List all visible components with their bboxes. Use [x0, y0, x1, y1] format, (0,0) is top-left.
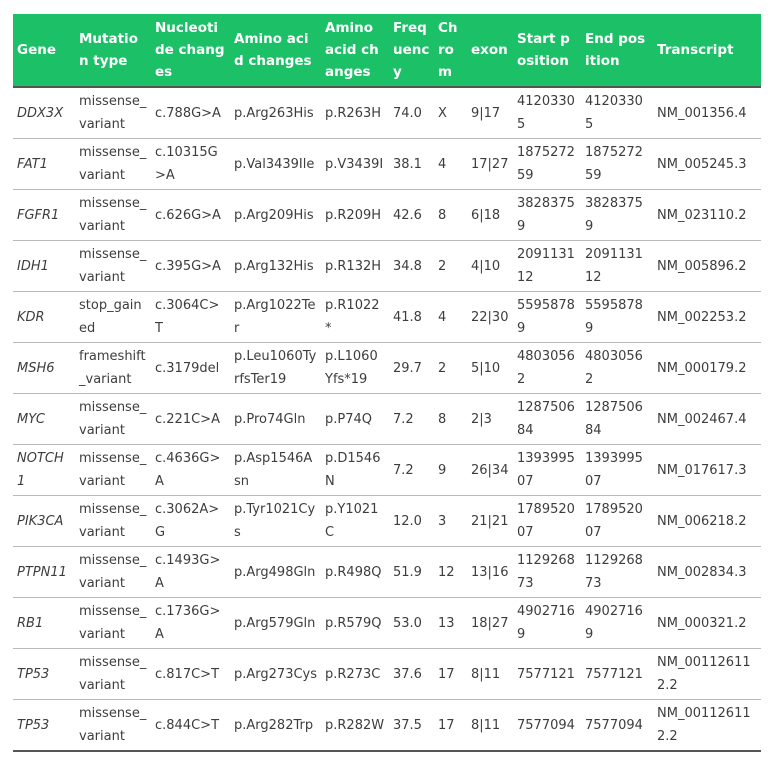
cell-start-position: 187527259 — [513, 139, 581, 190]
cell-amino-acid-short: p.R282W — [321, 700, 389, 752]
cell-gene: RB1 — [13, 598, 75, 649]
cell-gene: PIK3CA — [13, 496, 75, 547]
cell-gene: FGFR1 — [13, 190, 75, 241]
cell-chrom: 8 — [434, 190, 467, 241]
cell-amino-acid-short: p.V3439I — [321, 139, 389, 190]
table-row — [13, 547, 761, 598]
header-mutation-type: Mutation type — [75, 14, 151, 87]
table-row — [13, 241, 761, 292]
cell-exon: 21|21 — [467, 496, 513, 547]
table-body — [13, 87, 761, 751]
cell-chrom: 9 — [434, 445, 467, 496]
cell-amino-acid-short: p.R273C — [321, 649, 389, 700]
header-frequency: Frequency — [389, 14, 434, 87]
cell-amino-acid-short: p.Y1021C — [321, 496, 389, 547]
cell-start-position: 41203305 — [513, 87, 581, 139]
cell-gene: IDH1 — [13, 241, 75, 292]
cell-exon: 13|16 — [467, 547, 513, 598]
cell-chrom: 2 — [434, 241, 467, 292]
cell-amino-acid-changes: p.Val3439Ile — [230, 139, 321, 190]
table-row — [13, 139, 761, 190]
cell-frequency: 12.0 — [389, 496, 434, 547]
cell-transcript: NM_002834.3 — [653, 547, 761, 598]
cell-nucleotide-changes: c.1493G>A — [151, 547, 230, 598]
cell-nucleotide-changes: c.3064C>T — [151, 292, 230, 343]
cell-start-position: 209113112 — [513, 241, 581, 292]
cell-gene: MYC — [13, 394, 75, 445]
header-gene: Gene — [13, 14, 75, 87]
cell-gene: TP53 — [13, 700, 75, 752]
cell-amino-acid-changes: p.Tyr1021Cys — [230, 496, 321, 547]
cell-mutation-type: missense_variant — [75, 139, 151, 190]
cell-nucleotide-changes: c.10315G>A — [151, 139, 230, 190]
cell-amino-acid-changes: p.Asp1546Asn — [230, 445, 321, 496]
header-transcript: Transcript — [653, 14, 761, 87]
cell-amino-acid-short: p.R209H — [321, 190, 389, 241]
cell-nucleotide-changes: c.3179del — [151, 343, 230, 394]
cell-chrom: 4 — [434, 292, 467, 343]
cell-exon: 9|17 — [467, 87, 513, 139]
cell-end-position: 112926873 — [581, 547, 653, 598]
cell-exon: 8|11 — [467, 700, 513, 752]
cell-gene: KDR — [13, 292, 75, 343]
cell-chrom: 3 — [434, 496, 467, 547]
cell-exon: 4|10 — [467, 241, 513, 292]
cell-transcript: NM_006218.2 — [653, 496, 761, 547]
cell-gene: FAT1 — [13, 139, 75, 190]
cell-gene: DDX3X — [13, 87, 75, 139]
cell-chrom: 13 — [434, 598, 467, 649]
cell-start-position: 7577121 — [513, 649, 581, 700]
cell-frequency: 53.0 — [389, 598, 434, 649]
cell-transcript: NM_017617.3 — [653, 445, 761, 496]
cell-gene: TP53 — [13, 649, 75, 700]
cell-amino-acid-short: p.P74Q — [321, 394, 389, 445]
cell-frequency: 74.0 — [389, 87, 434, 139]
cell-chrom: 2 — [434, 343, 467, 394]
header-start-position: Start position — [513, 14, 581, 87]
cell-end-position: 209113112 — [581, 241, 653, 292]
cell-nucleotide-changes: c.4636G>A — [151, 445, 230, 496]
cell-transcript: NM_000321.2 — [653, 598, 761, 649]
cell-frequency: 37.5 — [389, 700, 434, 752]
table-row — [13, 190, 761, 241]
cell-chrom: 8 — [434, 394, 467, 445]
table-row — [13, 343, 761, 394]
cell-end-position: 139399507 — [581, 445, 653, 496]
cell-end-position: 7577121 — [581, 649, 653, 700]
cell-gene: NOTCH1 — [13, 445, 75, 496]
cell-amino-acid-changes: p.Arg209His — [230, 190, 321, 241]
cell-mutation-type: missense_variant — [75, 598, 151, 649]
cell-chrom: X — [434, 87, 467, 139]
header-row — [13, 14, 761, 87]
cell-start-position: 128750684 — [513, 394, 581, 445]
cell-amino-acid-changes: p.Arg273Cys — [230, 649, 321, 700]
cell-mutation-type: missense_variant — [75, 241, 151, 292]
cell-end-position: 48030562 — [581, 343, 653, 394]
cell-start-position: 49027169 — [513, 598, 581, 649]
cell-start-position: 139399507 — [513, 445, 581, 496]
cell-end-position: 187527259 — [581, 139, 653, 190]
cell-nucleotide-changes: c.817C>T — [151, 649, 230, 700]
cell-transcript: NM_001126112.2 — [653, 649, 761, 700]
header-exon: exon — [467, 14, 513, 87]
cell-mutation-type: missense_variant — [75, 649, 151, 700]
cell-end-position: 55958789 — [581, 292, 653, 343]
cell-exon: 5|10 — [467, 343, 513, 394]
header-chrom: Chrom — [434, 14, 467, 87]
cell-transcript: NM_023110.2 — [653, 190, 761, 241]
cell-amino-acid-short: p.R579Q — [321, 598, 389, 649]
cell-nucleotide-changes: c.844C>T — [151, 700, 230, 752]
header-end-position: End position — [581, 14, 653, 87]
table-row — [13, 394, 761, 445]
cell-chrom: 4 — [434, 139, 467, 190]
cell-amino-acid-changes: p.Leu1060TyrfsTer19 — [230, 343, 321, 394]
cell-frequency: 7.2 — [389, 445, 434, 496]
cell-transcript: NM_005896.2 — [653, 241, 761, 292]
cell-mutation-type: missense_variant — [75, 547, 151, 598]
cell-nucleotide-changes: c.3062A>G — [151, 496, 230, 547]
cell-mutation-type: missense_variant — [75, 87, 151, 139]
cell-frequency: 42.6 — [389, 190, 434, 241]
cell-mutation-type: missense_variant — [75, 394, 151, 445]
cell-frequency: 29.7 — [389, 343, 434, 394]
header-amino-acid-short: Amino acid changes — [321, 14, 389, 87]
cell-start-position: 38283759 — [513, 190, 581, 241]
cell-start-position: 48030562 — [513, 343, 581, 394]
cell-end-position: 49027169 — [581, 598, 653, 649]
cell-amino-acid-short: p.R1022* — [321, 292, 389, 343]
table-row — [13, 87, 761, 139]
cell-amino-acid-short: p.R498Q — [321, 547, 389, 598]
cell-mutation-type: missense_variant — [75, 700, 151, 752]
cell-end-position: 7577094 — [581, 700, 653, 752]
cell-exon: 6|18 — [467, 190, 513, 241]
cell-transcript: NM_000179.2 — [653, 343, 761, 394]
cell-transcript: NM_002253.2 — [653, 292, 761, 343]
cell-gene: MSH6 — [13, 343, 75, 394]
cell-transcript: NM_001356.4 — [653, 87, 761, 139]
cell-transcript: NM_005245.3 — [653, 139, 761, 190]
cell-nucleotide-changes: c.1736G>A — [151, 598, 230, 649]
cell-nucleotide-changes: c.626G>A — [151, 190, 230, 241]
cell-end-position: 38283759 — [581, 190, 653, 241]
cell-amino-acid-short: p.D1546N — [321, 445, 389, 496]
cell-mutation-type: missense_variant — [75, 496, 151, 547]
table-row — [13, 649, 761, 700]
cell-transcript: NM_002467.4 — [653, 394, 761, 445]
cell-amino-acid-short: p.R263H — [321, 87, 389, 139]
table-row — [13, 292, 761, 343]
cell-start-position: 178952007 — [513, 496, 581, 547]
cell-gene: PTPN11 — [13, 547, 75, 598]
cell-amino-acid-changes: p.Arg579Gln — [230, 598, 321, 649]
cell-exon: 22|30 — [467, 292, 513, 343]
cell-amino-acid-changes: p.Arg263His — [230, 87, 321, 139]
header-nucleotide-changes: Nucleotide changes — [151, 14, 230, 87]
table-row — [13, 700, 761, 752]
cell-chrom: 12 — [434, 547, 467, 598]
cell-end-position: 41203305 — [581, 87, 653, 139]
cell-frequency: 37.6 — [389, 649, 434, 700]
cell-nucleotide-changes: c.395G>A — [151, 241, 230, 292]
cell-amino-acid-short: p.R132H — [321, 241, 389, 292]
cell-exon: 26|34 — [467, 445, 513, 496]
cell-exon: 17|27 — [467, 139, 513, 190]
cell-frequency: 7.2 — [389, 394, 434, 445]
cell-amino-acid-changes: p.Pro74Gln — [230, 394, 321, 445]
cell-transcript: NM_001126112.2 — [653, 700, 761, 752]
cell-nucleotide-changes: c.221C>A — [151, 394, 230, 445]
mutation-table — [13, 14, 761, 752]
header-amino-acid-changes: Amino acid changes — [230, 14, 321, 87]
cell-exon: 18|27 — [467, 598, 513, 649]
cell-exon: 2|3 — [467, 394, 513, 445]
cell-mutation-type: missense_variant — [75, 445, 151, 496]
cell-chrom: 17 — [434, 649, 467, 700]
cell-amino-acid-changes: p.Arg1022Ter — [230, 292, 321, 343]
cell-start-position: 112926873 — [513, 547, 581, 598]
cell-end-position: 128750684 — [581, 394, 653, 445]
cell-end-position: 178952007 — [581, 496, 653, 547]
cell-nucleotide-changes: c.788G>A — [151, 87, 230, 139]
cell-amino-acid-changes: p.Arg132His — [230, 241, 321, 292]
cell-amino-acid-changes: p.Arg282Trp — [230, 700, 321, 752]
cell-amino-acid-changes: p.Arg498Gln — [230, 547, 321, 598]
table-row — [13, 496, 761, 547]
cell-start-position: 55958789 — [513, 292, 581, 343]
cell-exon: 8|11 — [467, 649, 513, 700]
cell-frequency: 41.8 — [389, 292, 434, 343]
cell-amino-acid-short: p.L1060Yfs*19 — [321, 343, 389, 394]
cell-chrom: 17 — [434, 700, 467, 752]
cell-mutation-type: missense_variant — [75, 190, 151, 241]
cell-frequency: 34.8 — [389, 241, 434, 292]
table-row — [13, 445, 761, 496]
cell-frequency: 51.9 — [389, 547, 434, 598]
cell-frequency: 38.1 — [389, 139, 434, 190]
cell-start-position: 7577094 — [513, 700, 581, 752]
cell-mutation-type: frameshift_variant — [75, 343, 151, 394]
cell-mutation-type: stop_gained — [75, 292, 151, 343]
table-row — [13, 598, 761, 649]
